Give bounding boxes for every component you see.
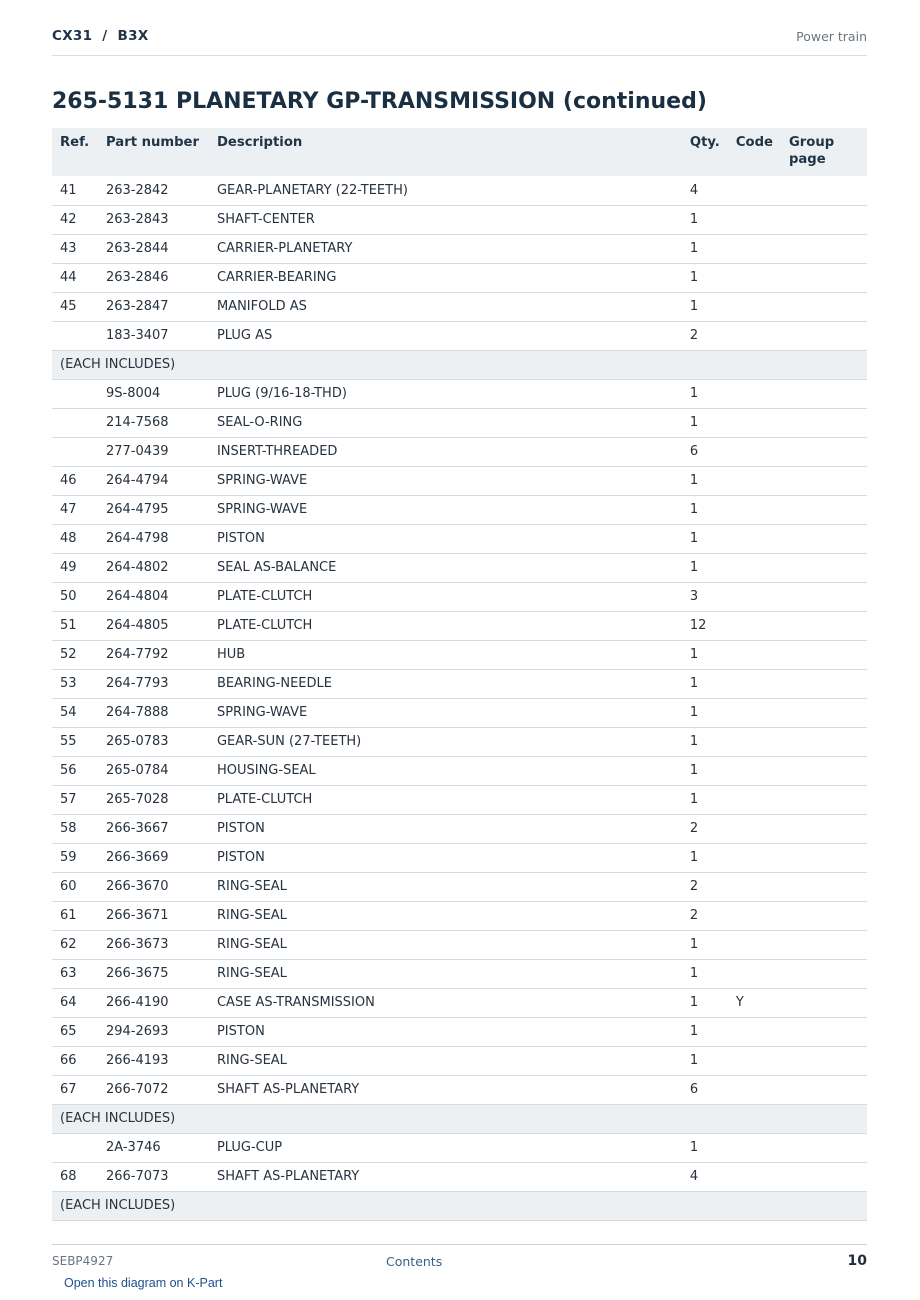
code-cell <box>728 640 781 669</box>
qty-cell: 4 <box>682 1162 728 1191</box>
description-cell: HUB <box>209 640 682 669</box>
ref-cell: 66 <box>52 1046 98 1075</box>
qty-cell: 1 <box>682 234 728 263</box>
qty-cell: 1 <box>682 379 728 408</box>
code-cell <box>728 785 781 814</box>
code-cell <box>728 959 781 988</box>
table-row <box>52 959 867 988</box>
qty-cell: 1 <box>682 524 728 553</box>
part-number-cell: 264-7793 <box>98 669 209 698</box>
description-cell: GEAR-SUN (27-TEETH) <box>209 727 682 756</box>
code-cell <box>728 234 781 263</box>
parts-table-body <box>52 176 867 1220</box>
part-number-cell: 266-7073 <box>98 1162 209 1191</box>
group-page-cell <box>781 669 867 698</box>
part-number-cell: 263-2843 <box>98 205 209 234</box>
ref-cell: 62 <box>52 930 98 959</box>
ref-cell <box>52 379 98 408</box>
part-number-cell: 265-0783 <box>98 727 209 756</box>
code-cell <box>728 756 781 785</box>
code-cell <box>728 408 781 437</box>
qty-cell: 1 <box>682 669 728 698</box>
group-page-cell <box>781 437 867 466</box>
code-cell <box>728 843 781 872</box>
group-page-cell <box>781 756 867 785</box>
group-page-cell <box>781 1017 867 1046</box>
description-cell: CARRIER-BEARING <box>209 263 682 292</box>
ref-cell: 63 <box>52 959 98 988</box>
description-cell: INSERT-THREADED <box>209 437 682 466</box>
table-row <box>52 437 867 466</box>
code-cell <box>728 698 781 727</box>
description-cell: HOUSING-SEAL <box>209 756 682 785</box>
part-number-cell: 264-7888 <box>98 698 209 727</box>
ref-cell: 41 <box>52 176 98 205</box>
part-number-cell: 263-2847 <box>98 292 209 321</box>
table-row <box>52 408 867 437</box>
description-cell: MANIFOLD AS <box>209 292 682 321</box>
table-row <box>52 814 867 843</box>
qty-cell: 1 <box>682 698 728 727</box>
table-row <box>52 205 867 234</box>
group-page-cell <box>781 611 867 640</box>
code-cell <box>728 1075 781 1104</box>
part-number-cell: 264-4795 <box>98 495 209 524</box>
group-page-cell <box>781 234 867 263</box>
ref-cell: 61 <box>52 901 98 930</box>
ref-cell <box>52 408 98 437</box>
group-page-cell <box>781 814 867 843</box>
each-includes-label: (EACH INCLUDES) <box>52 1191 867 1220</box>
table-row <box>52 1046 867 1075</box>
qty-cell: 1 <box>682 495 728 524</box>
code-cell <box>728 1046 781 1075</box>
group-page-cell <box>781 930 867 959</box>
part-number-cell: 263-2846 <box>98 263 209 292</box>
ref-cell: 42 <box>52 205 98 234</box>
table-row <box>52 582 867 611</box>
part-number-cell: 266-4193 <box>98 1046 209 1075</box>
ref-cell: 68 <box>52 1162 98 1191</box>
description-cell: SPRING-WAVE <box>209 466 682 495</box>
group-page-cell <box>781 553 867 582</box>
description-cell: RING-SEAL <box>209 872 682 901</box>
code-cell: Y <box>728 988 781 1017</box>
code-cell <box>728 872 781 901</box>
part-number-cell: 266-7072 <box>98 1075 209 1104</box>
document-code: SEBP4927 <box>52 1254 114 1268</box>
description-cell: GEAR-PLANETARY (22-TEETH) <box>209 176 682 205</box>
code-cell <box>728 1017 781 1046</box>
ref-cell: 48 <box>52 524 98 553</box>
code-cell <box>728 611 781 640</box>
description-cell: SPRING-WAVE <box>209 495 682 524</box>
table-row <box>52 698 867 727</box>
group-page-cell <box>781 640 867 669</box>
ref-cell: 60 <box>52 872 98 901</box>
group-page-cell <box>781 321 867 350</box>
table-row <box>52 524 867 553</box>
description-cell: SHAFT AS-PLANETARY <box>209 1075 682 1104</box>
part-number-cell: 264-4804 <box>98 582 209 611</box>
column-header-qty: Qty. <box>682 128 728 176</box>
column-header-code: Code <box>728 128 781 176</box>
group-page-cell <box>781 1075 867 1104</box>
table-header-row <box>52 128 867 176</box>
group-page-cell <box>781 582 867 611</box>
code-cell <box>728 582 781 611</box>
ref-cell: 50 <box>52 582 98 611</box>
group-page-cell <box>781 872 867 901</box>
each-includes-row <box>52 1104 867 1133</box>
group-page-cell <box>781 843 867 872</box>
part-number-cell: 263-2844 <box>98 234 209 263</box>
page-header <box>52 28 867 56</box>
group-page-cell <box>781 495 867 524</box>
part-number-cell: 277-0439 <box>98 437 209 466</box>
part-number-cell: 264-4794 <box>98 466 209 495</box>
part-number-cell: 265-7028 <box>98 785 209 814</box>
ref-cell: 59 <box>52 843 98 872</box>
each-includes-row <box>52 350 867 379</box>
page-footer <box>52 1244 867 1274</box>
qty-cell: 1 <box>682 263 728 292</box>
code-cell <box>728 205 781 234</box>
description-cell: PISTON <box>209 524 682 553</box>
description-cell: PISTON <box>209 814 682 843</box>
description-cell: CARRIER-PLANETARY <box>209 234 682 263</box>
qty-cell: 1 <box>682 756 728 785</box>
table-row <box>52 785 867 814</box>
ref-cell: 49 <box>52 553 98 582</box>
group-page-cell <box>781 379 867 408</box>
qty-cell: 2 <box>682 321 728 350</box>
part-number-cell: 9S-8004 <box>98 379 209 408</box>
part-number-cell: 183-3407 <box>98 321 209 350</box>
ref-cell: 57 <box>52 785 98 814</box>
table-row <box>52 727 867 756</box>
qty-cell: 1 <box>682 785 728 814</box>
part-number-cell: 214-7568 <box>98 408 209 437</box>
group-page-cell <box>781 176 867 205</box>
description-cell: SEAL AS-BALANCE <box>209 553 682 582</box>
qty-cell: 4 <box>682 176 728 205</box>
group-page-cell <box>781 901 867 930</box>
ref-cell: 46 <box>52 466 98 495</box>
description-cell: RING-SEAL <box>209 1046 682 1075</box>
description-cell: PLUG-CUP <box>209 1133 682 1162</box>
qty-cell: 6 <box>682 1075 728 1104</box>
parts-table <box>52 128 867 1221</box>
qty-cell: 1 <box>682 292 728 321</box>
code-cell <box>728 466 781 495</box>
ref-cell: 54 <box>52 698 98 727</box>
part-number-cell: 264-4798 <box>98 524 209 553</box>
ref-cell: 51 <box>52 611 98 640</box>
description-cell: SHAFT AS-PLANETARY <box>209 1162 682 1191</box>
group-page-cell <box>781 727 867 756</box>
code-cell <box>728 292 781 321</box>
part-number-cell: 265-0784 <box>98 756 209 785</box>
group-page-cell <box>781 263 867 292</box>
group-page-cell <box>781 1162 867 1191</box>
each-includes-label: (EACH INCLUDES) <box>52 1104 867 1133</box>
qty-cell: 1 <box>682 553 728 582</box>
qty-cell: 1 <box>682 640 728 669</box>
table-row <box>52 466 867 495</box>
table-row <box>52 640 867 669</box>
part-number-cell: 266-4190 <box>98 988 209 1017</box>
code-cell <box>728 930 781 959</box>
qty-cell: 3 <box>682 582 728 611</box>
description-cell: PISTON <box>209 843 682 872</box>
code-cell <box>728 901 781 930</box>
qty-cell: 1 <box>682 843 728 872</box>
group-page-cell <box>781 408 867 437</box>
code-cell <box>728 437 781 466</box>
description-cell: SEAL-O-RING <box>209 408 682 437</box>
group-page-cell <box>781 524 867 553</box>
description-cell: RING-SEAL <box>209 959 682 988</box>
ref-cell: 55 <box>52 727 98 756</box>
ref-cell: 43 <box>52 234 98 263</box>
ref-cell: 45 <box>52 292 98 321</box>
description-cell: SPRING-WAVE <box>209 698 682 727</box>
group-page-cell <box>781 959 867 988</box>
code-cell <box>728 1133 781 1162</box>
qty-cell: 1 <box>682 727 728 756</box>
description-cell: BEARING-NEEDLE <box>209 669 682 698</box>
group-page-cell <box>781 785 867 814</box>
qty-cell: 1 <box>682 959 728 988</box>
table-row <box>52 1162 867 1191</box>
page-title-suffix: (continued) <box>562 89 707 114</box>
table-row <box>52 379 867 408</box>
qty-cell: 1 <box>682 930 728 959</box>
code-cell <box>728 379 781 408</box>
table-row <box>52 611 867 640</box>
group-page-cell <box>781 698 867 727</box>
table-row <box>52 321 867 350</box>
code-cell <box>728 263 781 292</box>
description-cell: PLATE-CLUTCH <box>209 611 682 640</box>
page-title-main: 265-5131 PLANETARY GP-TRANSMISSION <box>52 89 556 114</box>
group-page-cell <box>781 292 867 321</box>
part-number-cell: 264-4805 <box>98 611 209 640</box>
open-kpart-diagram-link[interactable]: Open this diagram on K-Part <box>64 1276 223 1290</box>
part-number-cell: 264-7792 <box>98 640 209 669</box>
part-number-cell: 266-3669 <box>98 843 209 872</box>
ref-cell: 64 <box>52 988 98 1017</box>
ref-cell: 67 <box>52 1075 98 1104</box>
ref-cell: 52 <box>52 640 98 669</box>
ref-cell: 58 <box>52 814 98 843</box>
table-row <box>52 872 867 901</box>
ref-cell <box>52 437 98 466</box>
document-id: CX31 / B3X <box>52 28 149 44</box>
contents-link[interactable]: Contents <box>386 1254 443 1269</box>
each-includes-label: (EACH INCLUDES) <box>52 350 867 379</box>
group-page-cell <box>781 205 867 234</box>
column-header-part-number: Part number <box>98 128 209 176</box>
code-cell <box>728 176 781 205</box>
description-cell: PLATE-CLUTCH <box>209 785 682 814</box>
column-header-description: Description <box>209 128 682 176</box>
page-number: 10 <box>847 1253 867 1269</box>
table-row <box>52 292 867 321</box>
column-header-group-page: Group page <box>781 128 867 176</box>
code-cell <box>728 321 781 350</box>
part-number-cell: 263-2842 <box>98 176 209 205</box>
table-row <box>52 234 867 263</box>
qty-cell: 1 <box>682 1133 728 1162</box>
code-cell <box>728 553 781 582</box>
part-number-cell: 264-4802 <box>98 553 209 582</box>
description-cell: PISTON <box>209 1017 682 1046</box>
ref-cell: 56 <box>52 756 98 785</box>
table-row <box>52 263 867 292</box>
table-row <box>52 756 867 785</box>
table-row <box>52 843 867 872</box>
code-cell <box>728 495 781 524</box>
table-row <box>52 176 867 205</box>
part-number-cell: 294-2693 <box>98 1017 209 1046</box>
code-cell <box>728 814 781 843</box>
table-row <box>52 930 867 959</box>
qty-cell: 2 <box>682 901 728 930</box>
table-row <box>52 1017 867 1046</box>
ref-cell: 44 <box>52 263 98 292</box>
ref-cell: 65 <box>52 1017 98 1046</box>
description-cell: PLUG (9/16-18-THD) <box>209 379 682 408</box>
qty-cell: 2 <box>682 814 728 843</box>
description-cell: PLATE-CLUTCH <box>209 582 682 611</box>
ref-cell: 47 <box>52 495 98 524</box>
part-number-cell: 266-3675 <box>98 959 209 988</box>
ref-cell <box>52 1133 98 1162</box>
part-number-cell: 2A-3746 <box>98 1133 209 1162</box>
table-row <box>52 901 867 930</box>
part-number-cell: 266-3673 <box>98 930 209 959</box>
ref-cell <box>52 321 98 350</box>
description-cell: SHAFT-CENTER <box>209 205 682 234</box>
description-cell: RING-SEAL <box>209 901 682 930</box>
group-page-cell <box>781 466 867 495</box>
table-row <box>52 1133 867 1162</box>
qty-cell: 12 <box>682 611 728 640</box>
qty-cell: 1 <box>682 408 728 437</box>
part-number-cell: 266-3670 <box>98 872 209 901</box>
page-title <box>52 89 707 114</box>
group-page-cell <box>781 988 867 1017</box>
table-row <box>52 669 867 698</box>
table-row <box>52 988 867 1017</box>
table-row <box>52 495 867 524</box>
code-cell <box>728 669 781 698</box>
each-includes-row <box>52 1191 867 1220</box>
qty-cell: 1 <box>682 466 728 495</box>
description-cell: RING-SEAL <box>209 930 682 959</box>
ref-cell: 53 <box>52 669 98 698</box>
part-number-cell: 266-3667 <box>98 814 209 843</box>
qty-cell: 2 <box>682 872 728 901</box>
description-cell: CASE AS-TRANSMISSION <box>209 988 682 1017</box>
code-cell <box>728 1162 781 1191</box>
part-number-cell: 266-3671 <box>98 901 209 930</box>
qty-cell: 1 <box>682 1046 728 1075</box>
description-cell: PLUG AS <box>209 321 682 350</box>
qty-cell: 1 <box>682 1017 728 1046</box>
code-cell <box>728 727 781 756</box>
code-cell <box>728 524 781 553</box>
table-row <box>52 1075 867 1104</box>
column-header-ref: Ref. <box>52 128 98 176</box>
group-page-cell <box>781 1046 867 1075</box>
section-name: Power train <box>796 29 867 44</box>
group-page-cell <box>781 1133 867 1162</box>
qty-cell: 6 <box>682 437 728 466</box>
qty-cell: 1 <box>682 988 728 1017</box>
table-row <box>52 553 867 582</box>
qty-cell: 1 <box>682 205 728 234</box>
